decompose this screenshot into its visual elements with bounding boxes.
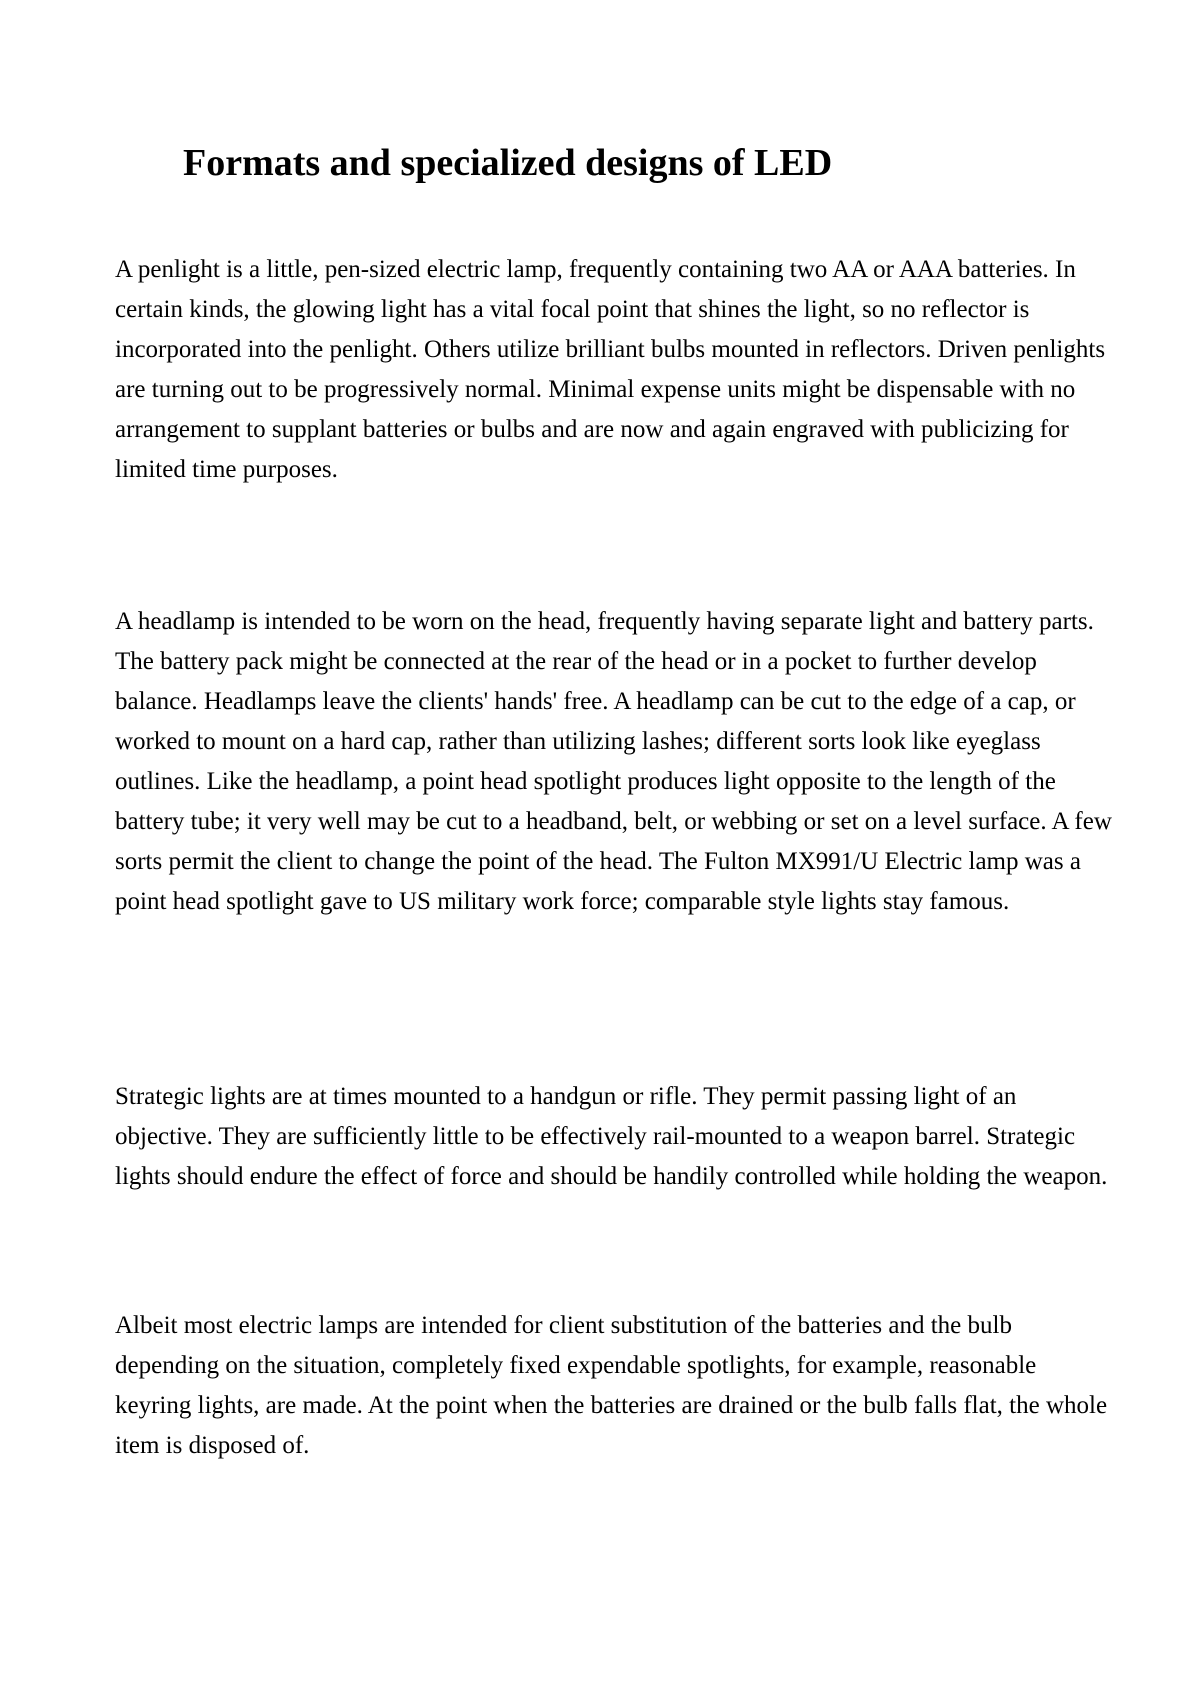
paragraph-headlamp: A headlamp is intended to be worn on the head, frequently having separate light and battery parts. The battery pack might be connected at the rear of the head or in a pocket to further develop balance. Headlamps leave the clients' hands' free. A headlamp can be cut to the edge of a cap, or worked to mount on a hard cap, rather than utilizing lashes; different sorts look like eyeglass outlines. Like the headlamp, a point head spotlight produces light opposite to the length of the battery tube; it very well may be cut to a headband, belt, or webbing or set on a level surface. A few sorts permit the client to change the point of the head. The Fulton MX991/U Electric lamp was a point head spotlight gave to US military work force; comparable style lights stay famous. (115, 608, 1112, 915)
document-title: Formats and specialized designs of LED (183, 142, 833, 184)
paragraph-penlight: A penlight is a little, pen-sized electric lamp, frequently containing two AA or AAA batteries. In certain kinds, the glowing light has a vital focal point that shines the light, so no reflector is incorporated into the penlight. Others utilize brilliant bulbs mounted in reflectors. Driven penlights are turning out to be progressively normal. Minimal expense units might be dispensable with no arrangement to supplant batteries or bulbs and are now and again engraved with publicizing for limited time purposes. (115, 256, 1106, 483)
paragraph-disposable-lamps: Albeit most electric lamps are intended for client substitution of the batteries and the bulb depending on the situation, completely fixed expendable spotlights, for example, reasonable keyring lights, are made. At the point when the batteries are drained or the bulb falls flat, the whole item is disposed of. (115, 1312, 1108, 1459)
paragraph-strategic-lights: Strategic lights are at times mounted to a handgun or rifle. They permit passing light of an objective. They are sufficiently little to be effectively rail-mounted to a weapon barrel. Strategic lights should endure the effect of force and should be handily controlled while holding the weapon. (115, 1083, 1108, 1190)
